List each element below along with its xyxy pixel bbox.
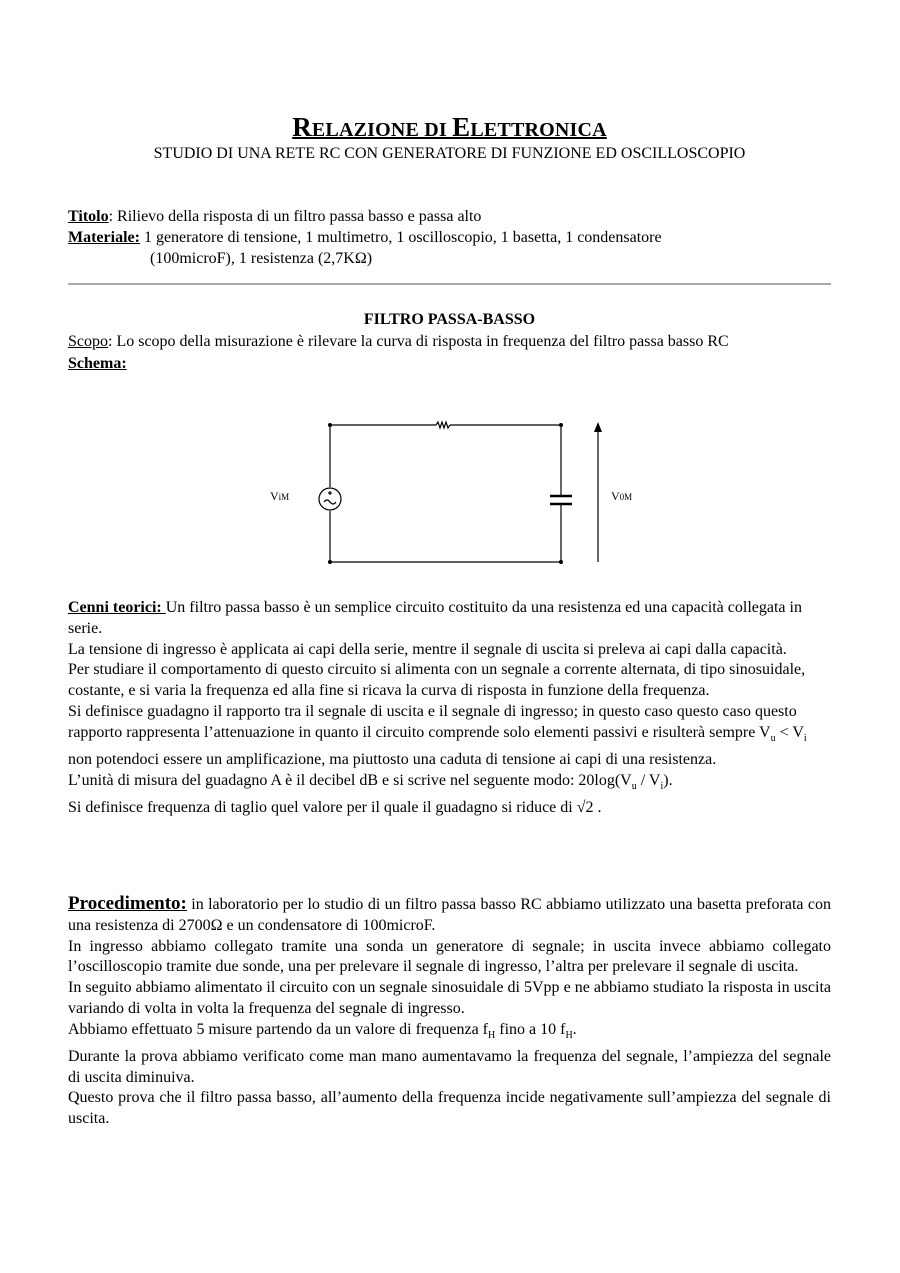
cenni-teorici-section (68, 598, 831, 818)
proc-p1: Procedimento: in laboratorio per lo studio di un filtro passa basso RC abbiamo utilizzato una basetta preforata con una resistenza di 2700Ω e un condensatore di 100microF. (68, 893, 831, 934)
cenni-label: Cenni teorici: (68, 599, 166, 616)
materiale-label: Materiale: (68, 229, 140, 246)
scopo-label: Scopo (68, 333, 108, 350)
ac-wave-icon (324, 500, 336, 504)
cenni-p6: Si definisce frequenza di taglio quel valore per il quale il guadagno si riduce di √2 . (68, 798, 602, 816)
cenni-p2: La tensione di ingresso è applicata ai capi della serie, mentre il segnale di uscita si preleva ai capi dalla capacità. (68, 640, 787, 658)
title-part-1: ELAZIONE DI (311, 119, 453, 141)
proc-p4: Abbiamo effettuato 5 misure partendo da un valore di frequenza $f_H$ fino a 10 $f_H$. (68, 1020, 577, 1041)
input-voltage-label: ViM (270, 489, 290, 503)
rc-circuit-diagram (318, 410, 658, 585)
cenni-p5: L’unità di misura del guadagno A è il decibel dB e si scrive nel seguente modo: $20\log(V_u / V_i)$. (68, 771, 673, 792)
node-top-right (559, 423, 563, 427)
materiale-line (68, 227, 662, 248)
node-bottom-right (559, 560, 563, 564)
resistor-symbol (436, 422, 450, 428)
node-bottom-left (328, 560, 332, 564)
section-heading: FILTRO PASSA-BASSO (363, 311, 536, 328)
materiale-text-1: 1 generatore di tensione, 1 multimetro, 1 oscilloscopio, 1 basetta, 1 condensatore (139, 229, 662, 246)
titolo-line (68, 206, 481, 227)
scopo-line (68, 331, 729, 352)
proc-p2: In ingresso abbiamo collegato tramite una sonda un generatore di segnale; in uscita invece abbiamo collegato l’oscilloscopio tramite due sonde, una per prelevare il segnale di ingresso, l’altra per prelevare il segnale di uscita. (68, 937, 831, 976)
cenni-p3: Per studiare il comportamento di questo circuito si alimenta con un segnale a corrente alternata, di tipo sinosuidale, costante, e si varia la frequenza ed alla fine si ricava la curva di risposta in funzione della frequenza. (68, 661, 806, 700)
schema-label: Schema: (68, 355, 127, 372)
proc-p3: In seguito abbiamo alimentato il circuito con un segnale sinosuidale di 5Vpp e ne abbiamo studiato la risposta in uscita variando di volta in volta la frequenza del segnale di ingresso. (68, 979, 831, 1017)
scopo-text: : Lo scopo della misurazione è rilevare la curva di risposta in frequenza del filtro passa basso RC (108, 333, 729, 350)
titolo-text: : Rilievo della risposta di un filtro passa basso e passa alto (108, 208, 482, 225)
cenni-p4: Si definisce guadagno il rapporto tra il segnale di uscita e il segnale di ingresso; in questo caso questo caso questo rapporto rappresenta l’attenuazione in quanto il circuito comprende solo elementi passivi e risulterà sempre $V_u < V_i$ non potendoci essere un amplificazione, ma piuttosto una caduta di tensione ai capi di una resistenza. (68, 702, 807, 768)
titolo-label: Titolo (68, 208, 109, 225)
procedimento-label: Procedimento: (68, 893, 187, 914)
materiale-continuation: (100microF), 1 resistenza (2,7KΩ) (150, 250, 373, 267)
document-title (68, 112, 831, 143)
schema-line (68, 353, 127, 374)
title-initial-r: R (292, 112, 312, 142)
document-subtitle: STUDIO DI UNA RETE RC CON GENERATORE DI FUNZIONE ED OSCILLOSCOPIO (153, 145, 746, 162)
proc-p5: Durante la prova abbiamo verificato come man mano aumentavamo la frequenza del segnale, l’ampiezza del segnale di uscita diminuiva. (68, 1047, 831, 1086)
proc-p6: Questo prova che il filtro passa basso, all’aumento della frequenza incide negativamente sull’ampiezza del segnale di uscita. (68, 1089, 831, 1128)
output-voltage-label: V0M (611, 489, 633, 503)
title-part-2: LETTRONICA (470, 119, 607, 141)
procedimento-section (68, 894, 831, 1130)
title-initial-e: E (452, 112, 471, 142)
output-voltage-arrowhead (594, 422, 602, 432)
horizontal-divider (68, 283, 831, 285)
node-top-left (328, 423, 332, 427)
cenni-p1: Cenni teorici: Un filtro passa basso è un semplice circuito costituito da una resistenza ed una capacità collegata in serie. (68, 599, 802, 637)
